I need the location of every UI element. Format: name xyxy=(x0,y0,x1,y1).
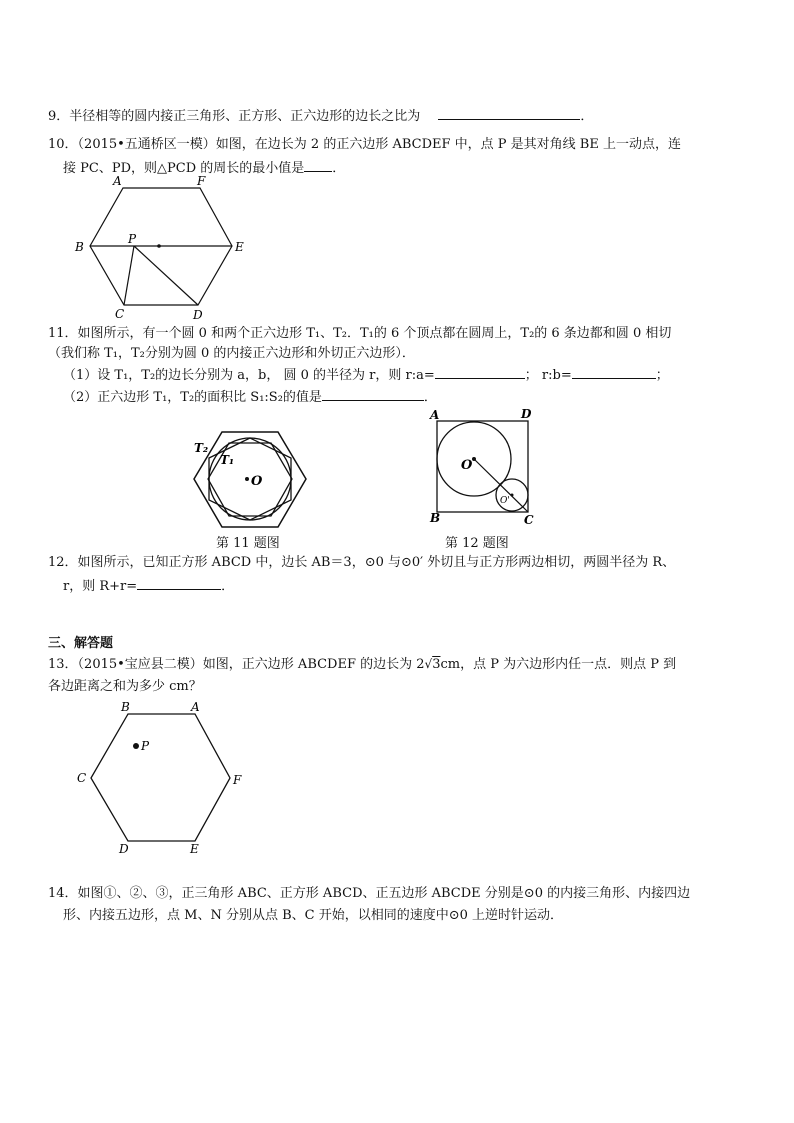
q9-answer-blank[interactable] xyxy=(438,107,580,120)
q9-line: 9．半径相等的圆内接正三角形、正方形、正六边形的边长之比为 ． xyxy=(48,109,594,124)
q12-label-o: O xyxy=(461,458,473,473)
q10-hexagon-figure xyxy=(70,172,260,324)
q13-line2: 各边距离之和为多少 cm？ xyxy=(48,679,202,694)
q13-label-b: B xyxy=(121,700,130,714)
q12-label-a: A xyxy=(430,408,440,422)
q10-label-d: D xyxy=(193,308,203,322)
q11-line3: （1）设 T₁，T₂的边长分别为 a，b， 圆 0 的半径为 r，则 r:a= ； r:b= ； xyxy=(63,368,669,383)
q12-line2: r，则 R+r= ． xyxy=(63,579,235,594)
q12-label-c: C xyxy=(524,513,534,527)
q12-label-o-prime: O' xyxy=(500,496,510,506)
q12-caption: 第 12 题图 xyxy=(445,536,509,551)
q10-label-e: E xyxy=(235,240,244,254)
q13-label-a: A xyxy=(191,700,200,714)
q10-line2: 接 PC、PD，则△PCD 的周长的最小值是 ． xyxy=(63,161,346,176)
q10-label-f: F xyxy=(197,174,206,188)
q13-line1: 13．（2015•宝应县二模）如图，正六边形 ABCDEF 的边长为 2√3cm，点 P 为六边形内任一点．则点 P 到 xyxy=(48,657,677,672)
q13-label-e: E xyxy=(190,842,199,856)
section-title: 三、解答题 xyxy=(48,636,114,651)
q11-answer-blank-rb[interactable] xyxy=(572,366,656,379)
q10-line1: 10．（2015•五通桥区一模）如图，在边长为 2 的正六边形 ABCDEF 中，点 P 是其对角线 BE 上一动点，连 xyxy=(48,137,681,152)
q9-text: 9．半径相等的圆内接正三角形、正方形、正六边形的边长之比为 xyxy=(48,109,421,124)
q11-answer-blank-s[interactable] xyxy=(322,388,424,401)
q14-line1: 14．如图①、②、③，正三角形 ABC、正方形 ABCD、正五边形 ABCDE 分别是⊙0 的内接三角形、内接四边 xyxy=(48,886,691,901)
q11-label-t2: T₂ xyxy=(194,441,209,455)
q12-line1: 12．如图所示，已知正方形 ABCD 中，边长 AB＝3，⊙0 与⊙0′ 外切且与正方形两边相切，两圆半径为 R、 xyxy=(48,555,676,570)
q11-label-o: O xyxy=(251,474,263,489)
q11-label-t1: T₁ xyxy=(220,453,235,467)
q13-label-f: F xyxy=(233,773,242,787)
q13-label-p: P xyxy=(141,739,150,753)
q11-figure xyxy=(185,425,315,530)
q10-answer-blank[interactable] xyxy=(304,159,332,172)
q12-label-d: D xyxy=(521,407,532,421)
q12-answer-blank[interactable] xyxy=(137,577,221,590)
q11-caption: 第 11 题图 xyxy=(216,536,280,551)
q10-label-a: A xyxy=(113,174,122,188)
q11-line2: （我们称 T₁，T₂分别为圆 0 的内接正六边形和外切正六边形）． xyxy=(48,346,415,361)
q11-answer-blank-ra[interactable] xyxy=(435,366,525,379)
q13-sqrt-value: 3 xyxy=(432,657,441,672)
q13-label-c: C xyxy=(77,771,87,785)
q10-label-p: P xyxy=(128,232,137,246)
q13-label-d: D xyxy=(119,842,129,856)
q14-line2: 形、内接五边形，点 M、N 分别从点 B、C 开始，以相同的速度中⊙0 上逆时针运动． xyxy=(63,908,564,923)
q13-hexagon-figure xyxy=(72,697,247,857)
q11-line1: 11．如图所示，有一个圆 0 和两个正六边形 T₁、T₂．T₁的 6 个顶点都在圆周上，T₂的 6 条边都和圆 0 相切 xyxy=(48,326,672,341)
q12-label-b: B xyxy=(430,511,441,525)
q10-label-c: C xyxy=(115,307,125,321)
q10-label-b: B xyxy=(75,240,84,254)
q12-figure xyxy=(425,405,543,528)
q11-line4: （2）正六边形 T₁，T₂的面积比 S₁:S₂的值是 ． xyxy=(63,390,437,405)
